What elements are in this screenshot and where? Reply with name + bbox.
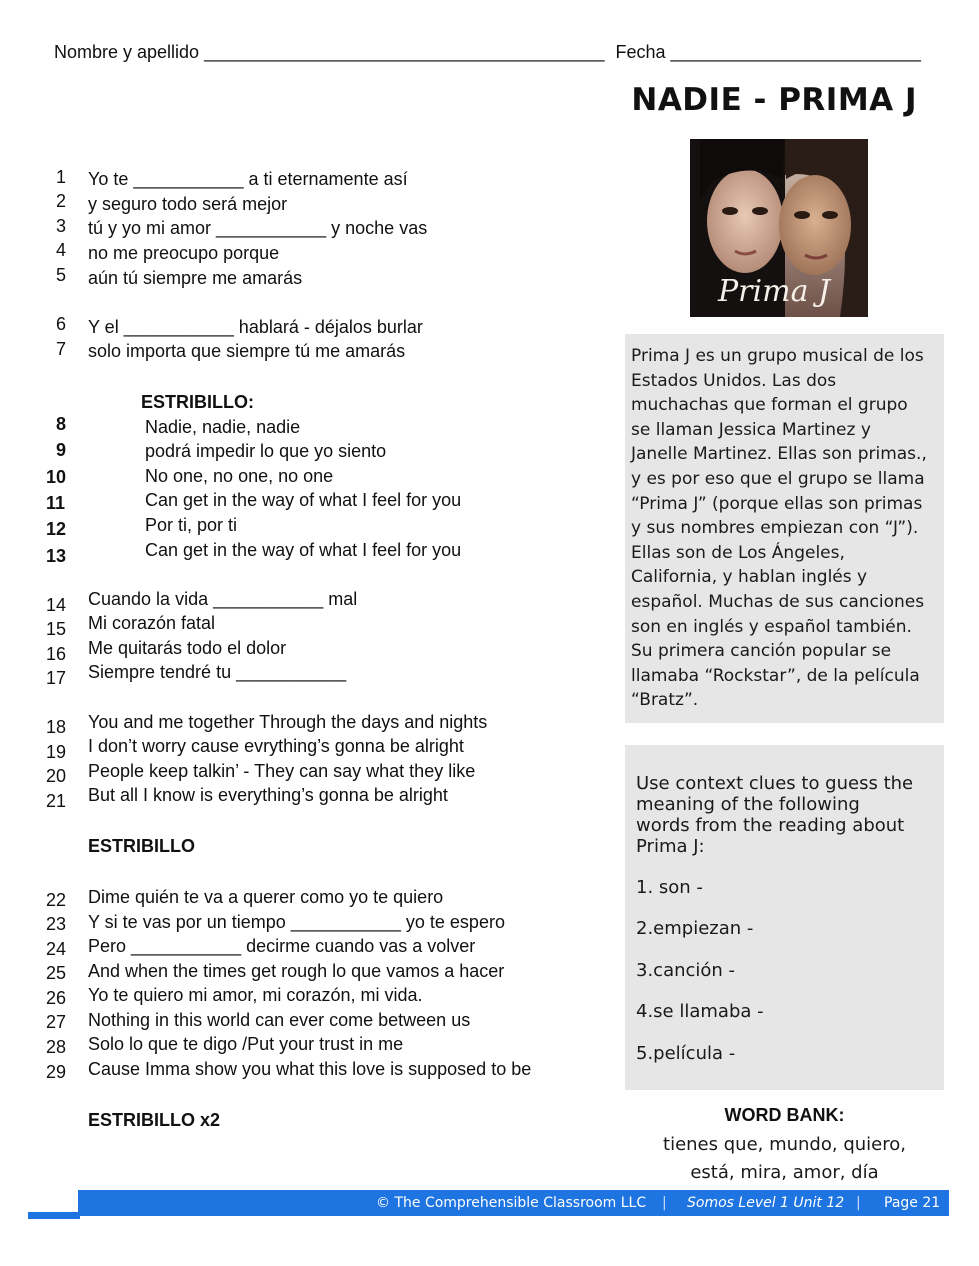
line-number: 14 (46, 595, 67, 615)
footer-separator: | (662, 1195, 667, 1211)
band-logo: Prima J (718, 274, 831, 309)
line-number: 11 (46, 493, 66, 513)
band-photo (690, 139, 868, 317)
line-number: 29 (46, 1062, 67, 1082)
lyric-line: Mi corazón fatal (88, 613, 216, 633)
info-line: “Bratz”. (631, 690, 699, 711)
line-number: 25 (46, 963, 67, 983)
context-intro-line: words from the reading about (636, 815, 905, 836)
line-number: 12 (46, 519, 67, 539)
line-number: 4 (56, 240, 67, 260)
line-number: 20 (46, 766, 67, 786)
line-number: 28 (46, 1037, 67, 1057)
date-label[interactable]: Fecha _________________________ (615, 42, 921, 62)
context-item[interactable]: 4.se llamaba - (636, 1001, 764, 1022)
lyric-line: You and me together Through the days and nights (88, 712, 488, 732)
line-number: 24 (46, 939, 67, 959)
info-line: llamaba “Rockstar”, de la película (631, 665, 920, 686)
info-line: Prima J es un grupo musical de los (631, 346, 924, 366)
info-line: California, y hablan inglés y (631, 567, 868, 588)
lyric-line: And when the times get rough lo que vamos a hacer (88, 961, 505, 981)
footer-course: Somos Level 1 Unit 12 (687, 1195, 845, 1211)
info-line: Janelle Martinez. Ellas son primas., (631, 444, 927, 465)
lyric-line: Me quitarás todo el dolor (88, 638, 287, 658)
line-number: 10 (46, 467, 67, 487)
footer-bar (78, 1190, 949, 1216)
lyric-line: Y si te vas por un tiempo ___________ yo te espero (88, 912, 505, 932)
context-instructions (636, 773, 936, 857)
page-title: NADIE - PRIMA J (631, 82, 917, 118)
info-line: Estados Unidos. Las dos (631, 370, 837, 391)
lyric-line: But all I know is everything’s gonna be alright (88, 785, 448, 805)
line-number: 15 (46, 619, 67, 639)
lyric-line: no me preocupo porque (88, 243, 280, 263)
lyric-line: Nothing in this world can ever come between us (88, 1010, 471, 1030)
lyric-line: People keep talkin’ - They can say what they like (88, 761, 476, 781)
lyric-line: aún tú siempre me amarás (88, 268, 303, 288)
band-info-box (625, 334, 944, 723)
info-line: muchachas que forman el grupo (631, 395, 908, 416)
context-item[interactable]: 1. son - (636, 877, 703, 898)
line-number: 13 (46, 546, 67, 566)
line-number: 18 (46, 717, 67, 737)
lyric-line: Cause Imma show you what this love is supposed to be (88, 1059, 532, 1079)
footer-separator: | (856, 1195, 861, 1211)
band-info-text (631, 344, 943, 713)
context-intro-line: Use context clues to guess the (636, 773, 914, 794)
lyric-line: Y el ___________ hablará - déjalos burlar (88, 317, 423, 337)
line-number: 22 (46, 890, 67, 910)
context-intro-line: meaning of the following (636, 794, 860, 815)
line-number: 26 (46, 988, 67, 1008)
chorus-line: Nadie, nadie, nadie (145, 417, 301, 437)
chorus-line: No one, no one, no one (145, 466, 334, 486)
footer-page-number: Page 21 (884, 1195, 941, 1211)
info-line: se llaman Jessica Martinez y (631, 419, 871, 440)
info-line: “Prima J” (porque ellas son primas (631, 493, 923, 514)
info-line: y es por eso que el grupo se llama (631, 468, 925, 489)
info-line: son en inglés y español también. (631, 616, 912, 637)
lyric-line: Cuando la vida ___________ mal (88, 589, 358, 609)
line-number: 16 (46, 644, 67, 664)
lyric-line: Yo te ___________ a ti eternamente así (88, 169, 408, 189)
word-bank-line: está, mira, amor, día (690, 1162, 879, 1183)
estribillo-heading: ESTRIBILLO: (141, 392, 254, 412)
name-date-header (54, 42, 921, 63)
chorus-line: Por ti, por ti (145, 515, 238, 535)
word-bank-title: WORD BANK: (724, 1105, 845, 1125)
context-clues-box (625, 745, 944, 1090)
line-number: 6 (56, 314, 67, 334)
lyric-line: Yo te quiero mi amor, mi corazón, mi vida. (88, 985, 423, 1005)
context-intro-line: Prima J: (636, 836, 705, 857)
info-line: Su primera canción popular se (631, 641, 892, 662)
line-number: 2 (56, 191, 67, 211)
chorus-line: Can get in the way of what I feel for you (145, 540, 462, 560)
lyric-line: I don’t worry cause evrything’s gonna be alright (88, 736, 464, 756)
lyric-line: solo importa que siempre tú me amarás (88, 341, 406, 361)
chorus-line: podrá impedir lo que yo siento (145, 441, 387, 461)
footer-accent (28, 1212, 80, 1219)
info-line: Ellas son de Los Ángeles, (631, 542, 845, 563)
lyric-line: tú y yo mi amor ___________ y noche vas (88, 218, 428, 238)
lyric-line: Siempre tendré tu ___________ (88, 662, 347, 682)
line-number: 19 (46, 742, 67, 762)
line-number: 5 (56, 265, 67, 285)
line-number: 8 (56, 414, 67, 434)
band-photo-art (690, 139, 868, 317)
estribillo-x2-label: ESTRIBILLO x2 (88, 1110, 221, 1130)
lyric-line: Dime quién te va a querer como yo te quiero (88, 887, 444, 907)
line-number: 7 (56, 339, 67, 359)
info-line: español. Muchas de sus canciones (631, 591, 925, 612)
info-line: y sus nombres empiezan con “J”). (631, 518, 919, 539)
estribillo-label: ESTRIBILLO (88, 836, 195, 856)
line-number: 21 (46, 791, 67, 811)
footer-copyright: © The Comprehensible Classroom LLC (376, 1195, 647, 1211)
context-item[interactable]: 5.película - (636, 1043, 736, 1064)
line-number: 9 (56, 440, 67, 460)
line-number: 27 (46, 1012, 67, 1032)
line-number: 3 (56, 216, 67, 236)
line-number: 23 (46, 914, 67, 934)
context-item[interactable]: 2.empiezan - (636, 918, 754, 939)
line-number: 1 (56, 167, 67, 187)
lyric-line: Pero ___________ decirme cuando vas a volver (88, 936, 476, 956)
chorus-line: Can get in the way of what I feel for you (145, 490, 462, 510)
line-number: 17 (46, 668, 67, 688)
lyric-line: y seguro todo será mejor (88, 194, 288, 214)
name-label[interactable]: Nombre y apellido ________________________________________ (54, 42, 605, 62)
lyric-line: Solo lo que te digo /Put your trust in me (88, 1034, 404, 1054)
context-item[interactable]: 3.canción - (636, 960, 736, 981)
word-bank-line: tienes que, mundo, quiero, (663, 1134, 906, 1155)
